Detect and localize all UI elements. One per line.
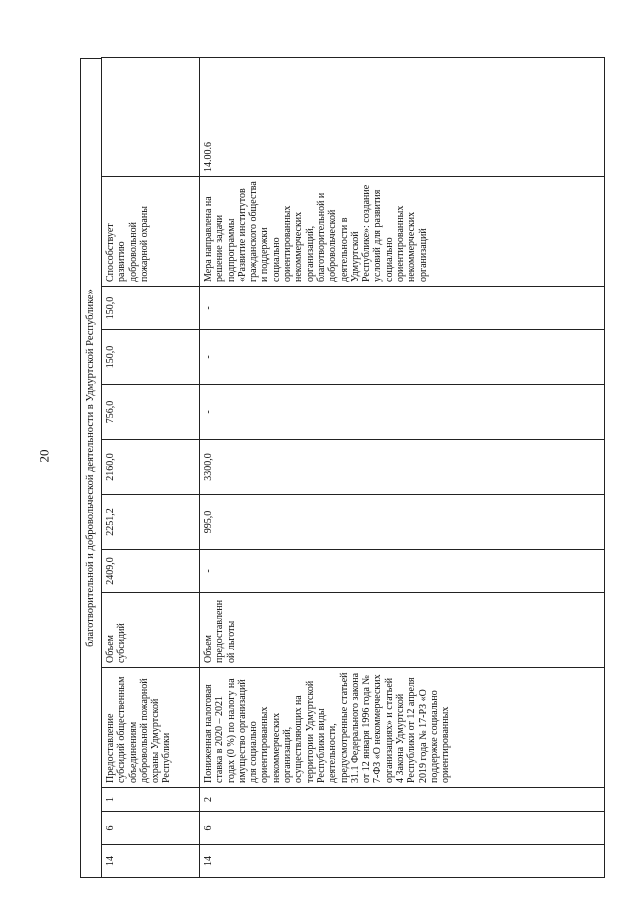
cell-measure-name: Предоставление субсидий общественным объединениям добровольной пожарной охраны Удмуртской Республики xyxy=(102,668,200,788)
cell-value-5: 150,0 xyxy=(102,330,200,385)
cell-col3: 1 xyxy=(102,788,200,812)
cell-value-4: - xyxy=(200,385,605,440)
cell-value-1: - xyxy=(200,550,605,593)
rotated-table-page xyxy=(80,58,605,878)
cell-indicator: Объем предоставленной льготы xyxy=(200,593,605,668)
cell-effect: Способствует развитию добровольной пожарной охраны xyxy=(102,177,200,287)
cell-value-2: 2251,2 xyxy=(102,495,200,550)
cell-value-4: 756,0 xyxy=(102,385,200,440)
cell-col2: 6 xyxy=(200,812,605,845)
cell-code xyxy=(102,58,200,177)
cell-value-6: - xyxy=(200,287,605,330)
cell-value-1: 2409,0 xyxy=(102,550,200,593)
table-row xyxy=(200,58,605,878)
cell-col3: 2 xyxy=(200,788,605,812)
cell-value-5: - xyxy=(200,330,605,385)
cell-value-2: 995,0 xyxy=(200,495,605,550)
measures-table xyxy=(101,57,605,878)
cell-col2: 6 xyxy=(102,812,200,845)
cell-value-3: 3300,0 xyxy=(200,440,605,495)
cell-code: 14.00.6 xyxy=(200,58,605,177)
page-number: 20 xyxy=(36,449,52,463)
cell-indicator: Объем субсидий xyxy=(102,593,200,668)
cell-value-3: 2160,0 xyxy=(102,440,200,495)
cell-measure-name: Пониженная налоговая ставка в 2020 – 2021 годах (0 %) по налогу на имущество организаций для социально ориентированных некоммерческих организаций, осуществляющих на территории Удмуртской Республики виды деятельности, предусмотренные статьей 31.1 Федерального закона от 12 января 1996 года № 7-ФЗ «О некоммерческих организациях» и статьей 4 Закона Удмуртской Республики от 12 апреля 2019 года № 17-РЗ «О поддержке социально ориентированных xyxy=(200,668,605,788)
cell-effect: Мера направлена на решение задачи подпрограммы «Развитие институтов гражданского общества и поддержки социально ориентированных некоммерческих организаций, благотворительной и добровольческой деятельности в Удмуртской Республике»: создание условий для развития социально ориентированных некоммерческих организаций xyxy=(200,177,605,287)
cell-value-6: 150,0 xyxy=(102,287,200,330)
table-row xyxy=(102,58,200,878)
table-caption: благотворительной и добровольческой деятельности в Удмуртской Республике» xyxy=(80,58,101,878)
cell-col1: 14 xyxy=(200,845,605,878)
cell-col1: 14 xyxy=(102,845,200,878)
